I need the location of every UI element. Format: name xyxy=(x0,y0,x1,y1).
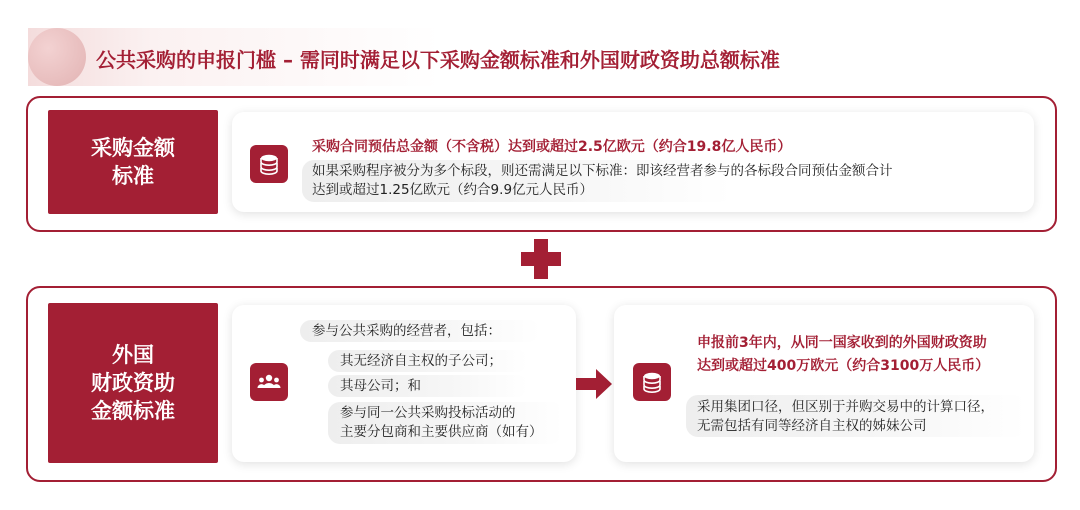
label-line: 采购金额 xyxy=(91,136,175,160)
procurement-headline: 采购合同预估总金额（不含税）达到或超过2.5亿欧元（约合19.8亿人民币） xyxy=(312,139,792,155)
people-icon xyxy=(250,363,288,401)
label-line: 标准 xyxy=(112,164,154,188)
right-arrow-icon xyxy=(576,369,612,403)
page-title: 公共采购的申报门槛 – 需同时满足以下采购金额标准和外国财政资助总额标准 xyxy=(96,48,780,72)
subsidy-headline: 申报前3年内，从同一国家收到的外国财政资助 xyxy=(697,335,987,351)
foreign-subsidy-label xyxy=(48,303,218,463)
coins-icon xyxy=(250,145,288,183)
subsidy-note: 采用集团口径，但区别于并购交易中的计算口径， xyxy=(697,399,994,415)
label-line: 财政资助 xyxy=(91,371,175,395)
plus-icon-bar xyxy=(521,252,561,266)
label-line: 外国 xyxy=(112,343,154,367)
operators-item: 其母公司；和 xyxy=(340,378,421,394)
procurement-detail-line: 如果采购程序被分为多个标段，则还需满足以下标准：即该经营者参与的各标段合同预估金额合计 xyxy=(312,163,893,179)
subsidy-headline: 达到或超过400万欧元（约合3100万人民币） xyxy=(697,358,990,374)
title-decor-circle xyxy=(28,28,86,86)
label-line: 金额标准 xyxy=(91,399,175,423)
coins-icon xyxy=(633,363,671,401)
operators-intro: 参与公共采购的经营者，包括： xyxy=(312,323,501,339)
operators-item: 参与同一公共采购投标活动的 xyxy=(340,405,516,421)
operators-item: 主要分包商和主要供应商（如有） xyxy=(340,424,543,440)
subsidy-note: 无需包括有同等经济自主权的姊妹公司 xyxy=(697,418,927,434)
subsidy-threshold-card xyxy=(614,305,1034,462)
procurement-detail-line: 达到或超过1.25亿欧元（约合9.9亿元人民币） xyxy=(312,182,594,198)
operators-item: 其无经济自主权的子公司； xyxy=(340,353,502,369)
procurement-amount-label xyxy=(48,110,218,214)
